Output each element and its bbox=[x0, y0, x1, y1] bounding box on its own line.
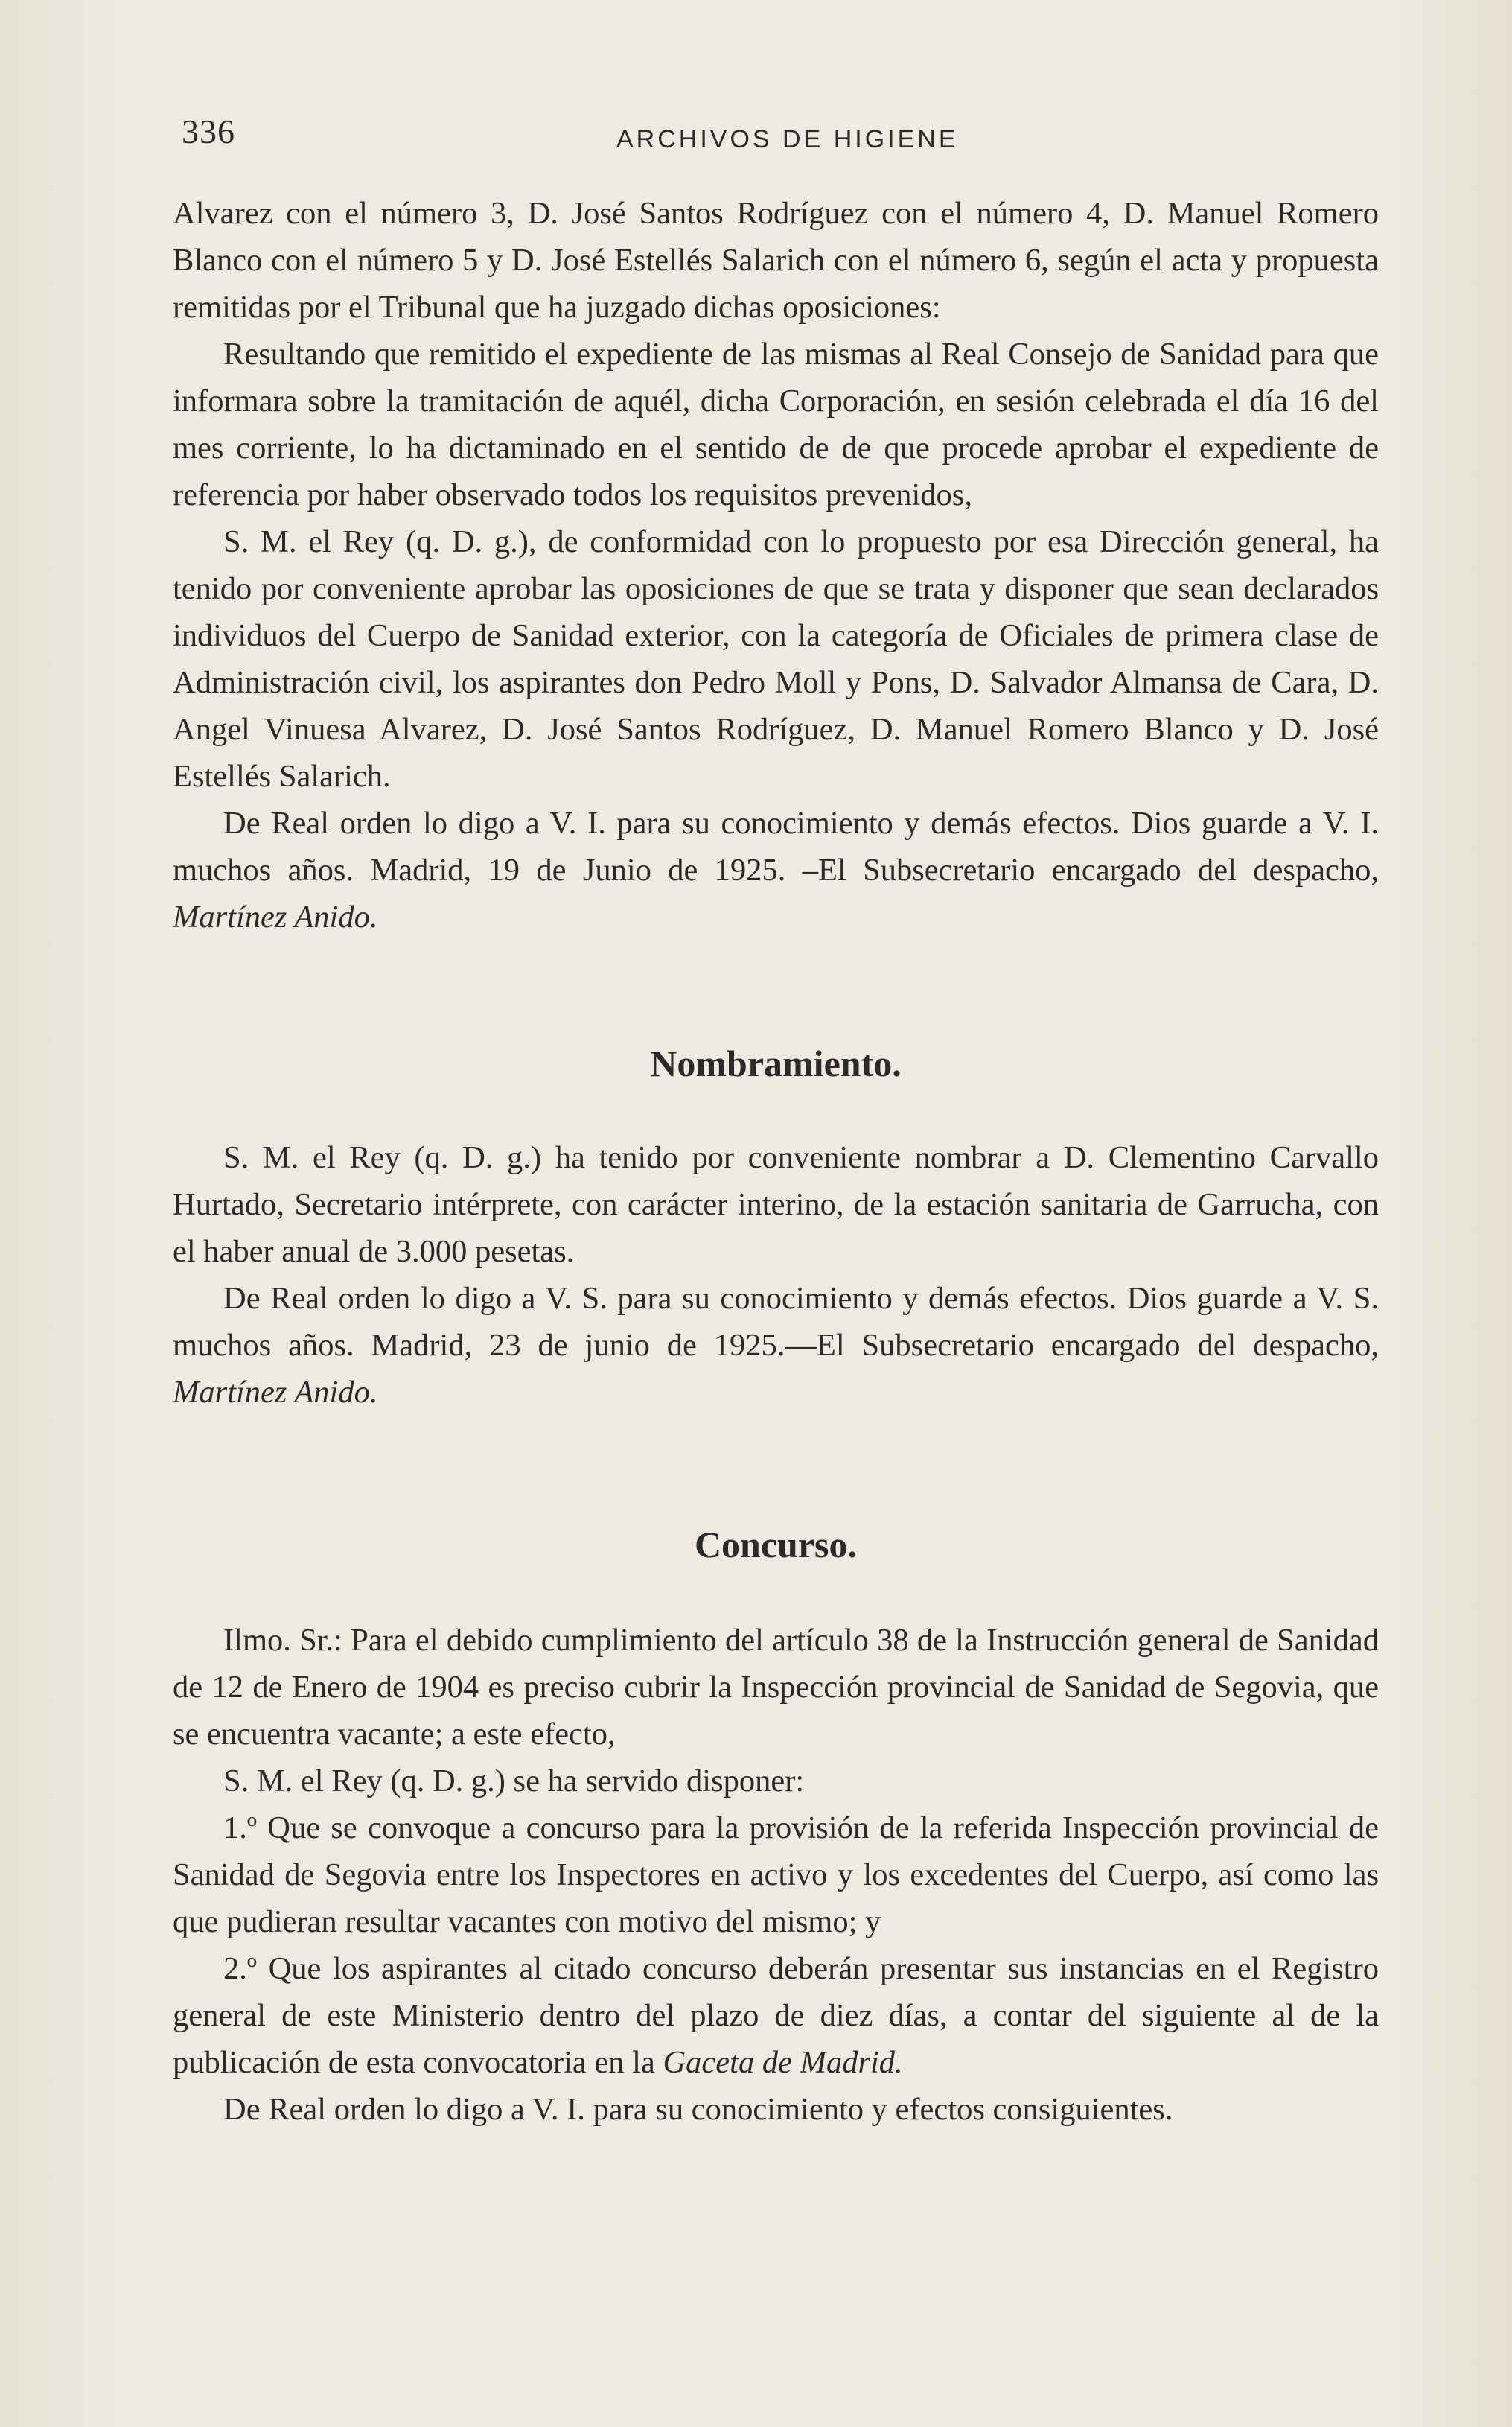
running-title: ARCHIVOS DE HIGIENE bbox=[616, 125, 959, 153]
paragraph: Alvarez con el número 3, D. José Santos Rodríguez con el número 4, D. Manuel Romero Blanco con el número 5 y D. José Estellés Salarich con el número 6, según el acta y propuesta remitidas por el Tribunal que ha juzgado dichas oposiciones: bbox=[173, 196, 1379, 325]
signature: Martínez Anido. bbox=[173, 900, 378, 935]
paragraph: Ilmo. Sr.: Para el debido cumplimiento del artículo 38 de la Instrucción general de Sanidad de 12 de Enero de 1904 es preciso cubrir la Inspección provincial de Sanidad de Segovia, que se encuentra vacante; a este efecto, bbox=[173, 1623, 1379, 1752]
paragraph bbox=[173, 800, 1379, 941]
paragraph: S. M. el Rey (q. D. g.), de conformidad con lo propuesto por esa Dirección general, ha tenido por conveniente aprobar las oposiciones de que se trata y disponer que sean declarados individuos del Cuerpo de Sanidad exterior, con la categoría de Oficiales de primera clase de Administración civil, los aspirantes don Pedro Moll y Pons, D. Salvador Almansa de Cara, D. Angel Vinuesa Alvarez, D. José Santos Rodríguez, D. Manuel Romero Blanco y D. José Estellés Salarich. bbox=[173, 524, 1379, 794]
section-heading: Nombramiento. bbox=[650, 1043, 902, 1084]
paragraph: S. M. el Rey (q. D. g.) ha tenido por conveniente nombrar a D. Clementino Carvallo Hurtado, Secretario intérprete, con carácter interino, de la estación sanitaria de Garrucha, con el haber anual de 3.000 pesetas. bbox=[173, 1140, 1379, 1269]
paragraph: De Real orden lo digo a V. I. para su conocimiento y efectos consiguientes. bbox=[223, 2092, 1173, 2127]
page-body bbox=[173, 190, 1379, 2133]
page-number: 336 bbox=[182, 112, 235, 150]
paragraph: 1.º Que se convoque a concurso para la provisión de la referida Inspección provincial de Sanidad de Segovia entre los Inspectores en activo y los excedentes del Cuerpo, así como las que pudieran resultar vacantes con motivo del mismo; y bbox=[173, 1810, 1379, 1939]
signature: Martínez Anido. bbox=[173, 1375, 378, 1410]
publication-name: Gaceta de Madrid. bbox=[663, 2045, 903, 2080]
paragraph bbox=[173, 1275, 1379, 1416]
paragraph-text: De Real orden lo digo a V. S. para su conocimiento y demás efectos. Dios guarde a V. S. muchos años. Madrid, 23 de junio de 1925.—El Subsecretario encargado del despacho, bbox=[173, 1281, 1379, 1363]
paragraph: S. M. el Rey (q. D. g.) se ha servido disponer: bbox=[223, 1763, 805, 1798]
paragraph-text: De Real orden lo digo a V. I. para su conocimiento y demás efectos. Dios guarde a V. I. muchos años. Madrid, 19 de Junio de 1925. –El Subsecretario encargado del despacho, bbox=[173, 806, 1379, 888]
paragraph: Resultando que remitido el expediente de las mismas al Real Consejo de Sanidad para que informara sobre la tramitación de aquél, dicha Corporación, en sesión celebrada el día 16 del mes corriente, lo ha dictaminado en el sentido de de que procede aprobar el expediente de referencia por haber observado todos los requisitos prevenidos, bbox=[173, 337, 1379, 512]
section-heading: Concurso. bbox=[694, 1524, 858, 1565]
paragraph bbox=[173, 1945, 1379, 2086]
paragraph-text: 2.º Que los aspirantes al citado concurso deberán presentar sus instancias en el Registro general de este Ministerio dentro del plazo de diez días, a contar del siguiente al de la publicación de esta convocatoria en la bbox=[173, 1951, 1379, 2080]
page-header bbox=[0, 112, 1512, 171]
